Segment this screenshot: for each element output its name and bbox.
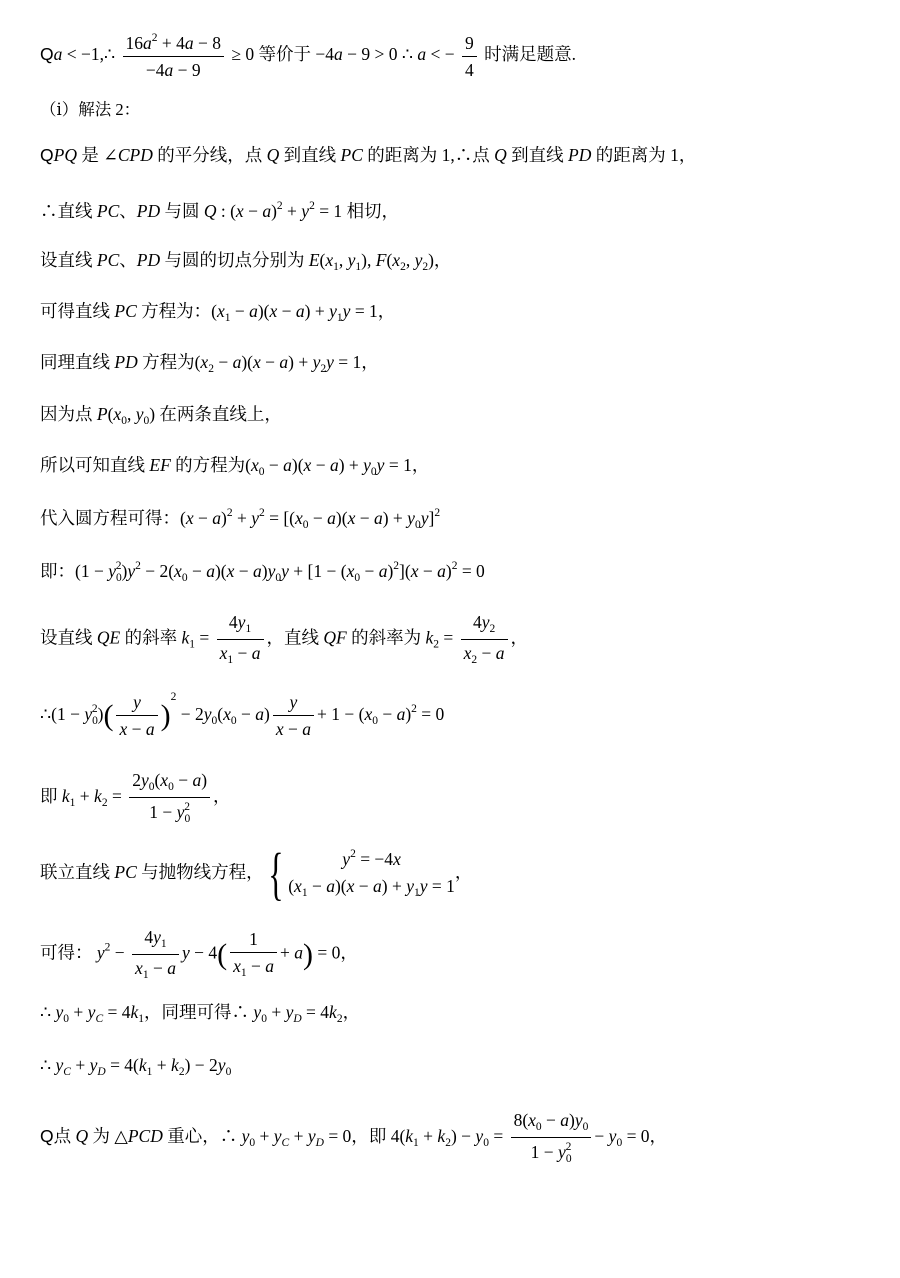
line-9: 所以可知直线 EF 的方程为$(x_0 - a)(x - a) + y_0y = 1$， bbox=[40, 455, 430, 478]
line-3: QPQ 是 ∠CPD 的平分线，点 Q 到直线 PC 的距离为 1,∴点 Q 到直线 PD 的距离为 1， bbox=[40, 145, 697, 165]
line-14: 即 $k_1 + k_2$ = $\frac{2y_0(x_0 - a)}{1 - y_0^2}$ ， bbox=[40, 770, 231, 826]
line-19: Q点 Q 为 △PCD 重心，∴ $y_0 + y_C + y_D = 0$，即 $4(k_1 + k_2) - y_0$ = $\frac{8(x_0 - a)y_0}{1 - y_0^2}$ − $y_0 = 0$， bbox=[40, 1110, 668, 1166]
line-4: ∴直线 PC、PD 与圆 Q : $(x - a)^2 + y^2 = 1$ 相切， bbox=[40, 200, 400, 221]
line-1: Qa < −1,∴ $\frac{16a^2 + 4a - 8}{-4a - 9}$ ≥ 0 等价于 −4a − 9 > 0 ∴ a < − $\frac{9}{4}$ 时满足题意. bbox=[40, 32, 576, 81]
section-label: （ⅰ）解法 2： bbox=[40, 100, 141, 119]
line-16: 可得： $y^2$ − $\frac{4y_1}{x_1 - a}$ y − 4( $\frac{1}{x_1 - a}$ + a) = 0， bbox=[40, 927, 358, 982]
line-7: 同理直线 PD 方程为$(x_2 - a)(x - a) + y_2y = 1$， bbox=[40, 352, 379, 375]
line-10: 代入圆方程可得：$(x - a)^2 + y^2 = [(x_0 - a)(x - a) + y_0y]^2$ bbox=[40, 507, 441, 531]
line-13: ∴(1 − $y_0^2$)( $\frac{y}{x - a}$ )$^2 - 2y_0(x_0 - a)$ $\frac{y}{x - a}$ + $1 - (x_0 - a)^2 = 0$ bbox=[40, 691, 445, 740]
line-6: 可得直线 PC 方程为：$(x_1 - a)(x - a) + y_1y = 1$， bbox=[40, 301, 396, 324]
fraction: $\frac{16a^2 + 4a - 8}{-4a - 9}$ bbox=[123, 32, 225, 80]
line-12: 设直线 QE 的斜率 $k_1$ = $\frac{4y_1}{x_1 - a}$ ，直线 QF 的斜率为 $k_2$ = $\frac{4y_2}{x_2 - a}$ ， bbox=[40, 612, 529, 667]
line-11: 即：$(1 - y_0^2)y^2 - 2(x_0 - a)(x - a)y_0y + [1 - (x_0 - a)^2](x - a)^2 = 0$ bbox=[40, 560, 485, 584]
line-8: 因为点 $P(x_0$, $y_0$) 在两条直线上， bbox=[40, 404, 282, 427]
line-5: 设直线 PC、PD 与圆的切点分别为 $E(x_1$, $y_1$), $F(x_2$, $y_2$)， bbox=[40, 250, 452, 273]
since-symbol: Q bbox=[40, 44, 54, 65]
line-15: 联立直线 PC 与抛物线方程， { $y^2 = -4x$ $(x_1 - a)(x - a) + y_1y = 1$ ， bbox=[40, 841, 473, 906]
line-18: ∴ $y_C + y_D = 4(k_1 + k_2) - 2y_0$ bbox=[40, 1055, 232, 1078]
line-17: ∴ $y_0 + y_C = 4k_1$，同理可得∴ $y_0 + y_D = 4k_2$， bbox=[40, 1002, 361, 1025]
